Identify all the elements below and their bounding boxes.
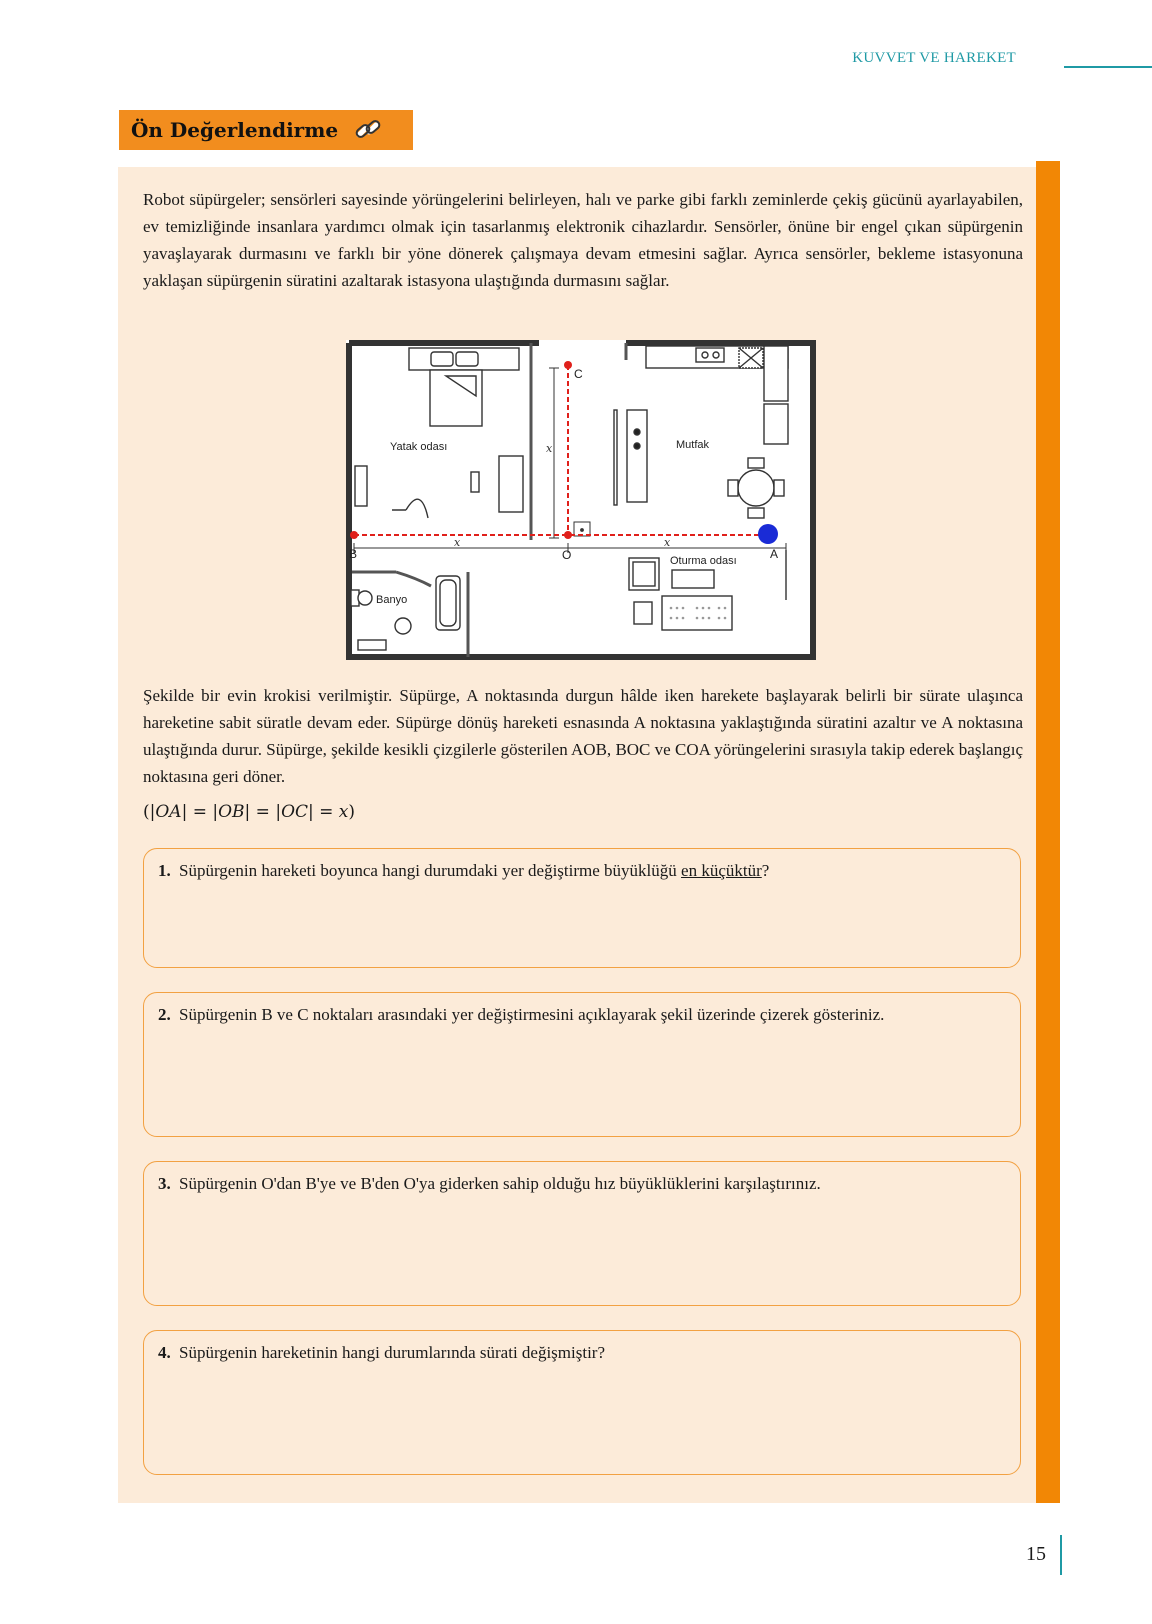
chapter-title: KUVVET VE HAREKET: [852, 50, 1016, 66]
question-text: Süpürgenin hareketi boyunca hangi durumdaki yer değiştirme büyüklüğü: [179, 861, 677, 880]
question-1-box[interactable]: 1. Süpürgenin hareketi boyunca hangi durumdaki yer değiştirme büyüklüğü en küçüktür?: [143, 848, 1021, 968]
question-number: 1.: [158, 861, 171, 880]
question-number: 2.: [158, 1005, 171, 1024]
label-bath: Banyo: [376, 594, 408, 606]
label-point-a: A: [770, 547, 779, 561]
question-3-box[interactable]: [143, 1161, 1021, 1306]
page-number: 15: [1026, 1543, 1046, 1565]
question-number: 3.: [158, 1174, 171, 1193]
point-c-marker: [564, 361, 572, 369]
link-icon: [353, 117, 383, 143]
label-x-ob: x: [454, 536, 461, 549]
question-text: Süpürgenin hareketinin hangi durumlarında sürati değişmiştir?: [179, 1343, 606, 1362]
point-b-marker: [350, 531, 358, 539]
section-tag: [119, 110, 413, 150]
section-title: Ön Değerlendirme: [131, 118, 339, 142]
description-paragraph: Şekilde bir evin krokisi verilmiştir. Süpürge, A noktasında durgun hâlde iken harekete başlayarak belirli bir sürate ulaşınca hareketine sabit süratle devam eder. Süpürge dönüş hareketi esnasında A noktasına yaklaştığında süratini azaltır ve A noktasına ulaştığında durur. Süpürge, şekilde kesikli çizgilerle gösterilen AOB, BOC ve COA yörüngelerini sırasıyla takip ederek başlangıç noktasına geri döner.: [143, 686, 1023, 786]
question-number: 4.: [158, 1343, 171, 1362]
question-4-box[interactable]: [143, 1330, 1021, 1475]
label-point-c: C: [574, 367, 583, 381]
header-rule: [1064, 66, 1152, 68]
label-living: Oturma odası: [670, 555, 737, 567]
side-accent-bar: [1036, 161, 1060, 1503]
question-text: Süpürgenin B ve C noktaları arasındaki yer değiştirmesini açıklayarak şekil üzerinde çizerek gösteriniz.: [179, 1005, 885, 1024]
label-x-oa: x: [664, 536, 671, 549]
question-text: Süpürgenin O'dan B'ye ve B'den O'ya giderken sahip olduğu hız büyüklüklerini karşılaştırınız.: [179, 1174, 821, 1193]
question-emphasis: en küçüktür: [681, 861, 762, 880]
floor-plan: [346, 340, 816, 660]
page-number-rule: [1060, 1535, 1062, 1575]
distance-formula: (|OA| = |OB| = |OC| = x): [143, 802, 356, 822]
intro-paragraph: Robot süpürgeler; sensörleri sayesinde yörüngelerini belirleyen, halı ve parke gibi farklı zeminlerde çekiş gücünü ayarlayabilen, ev temizliğinde insanlara yardımcı olmak için tasarlanmış elektronik cihazlardır. Sensörler, önüne bir engel çıkan süpürgenin yavaşlayarak durmasını ve farklı bir yöne dönerek çalışmaya devam etmesini sağlar. Ayrıca sensörler, bekleme istasyonuna yaklaşan süpürgenin süratini azaltarak istasyona ulaştığında durmasını sağlar.: [143, 190, 1023, 290]
label-point-b: B: [349, 547, 358, 561]
label-bedroom: Yatak odası: [390, 441, 448, 453]
point-o-marker: [564, 531, 572, 539]
question-2-box[interactable]: [143, 992, 1021, 1137]
label-point-o: O: [562, 548, 572, 562]
label-kitchen: Mutfak: [676, 439, 710, 451]
label-x-oc: x: [546, 442, 553, 455]
robot-vacuum: [758, 524, 778, 544]
